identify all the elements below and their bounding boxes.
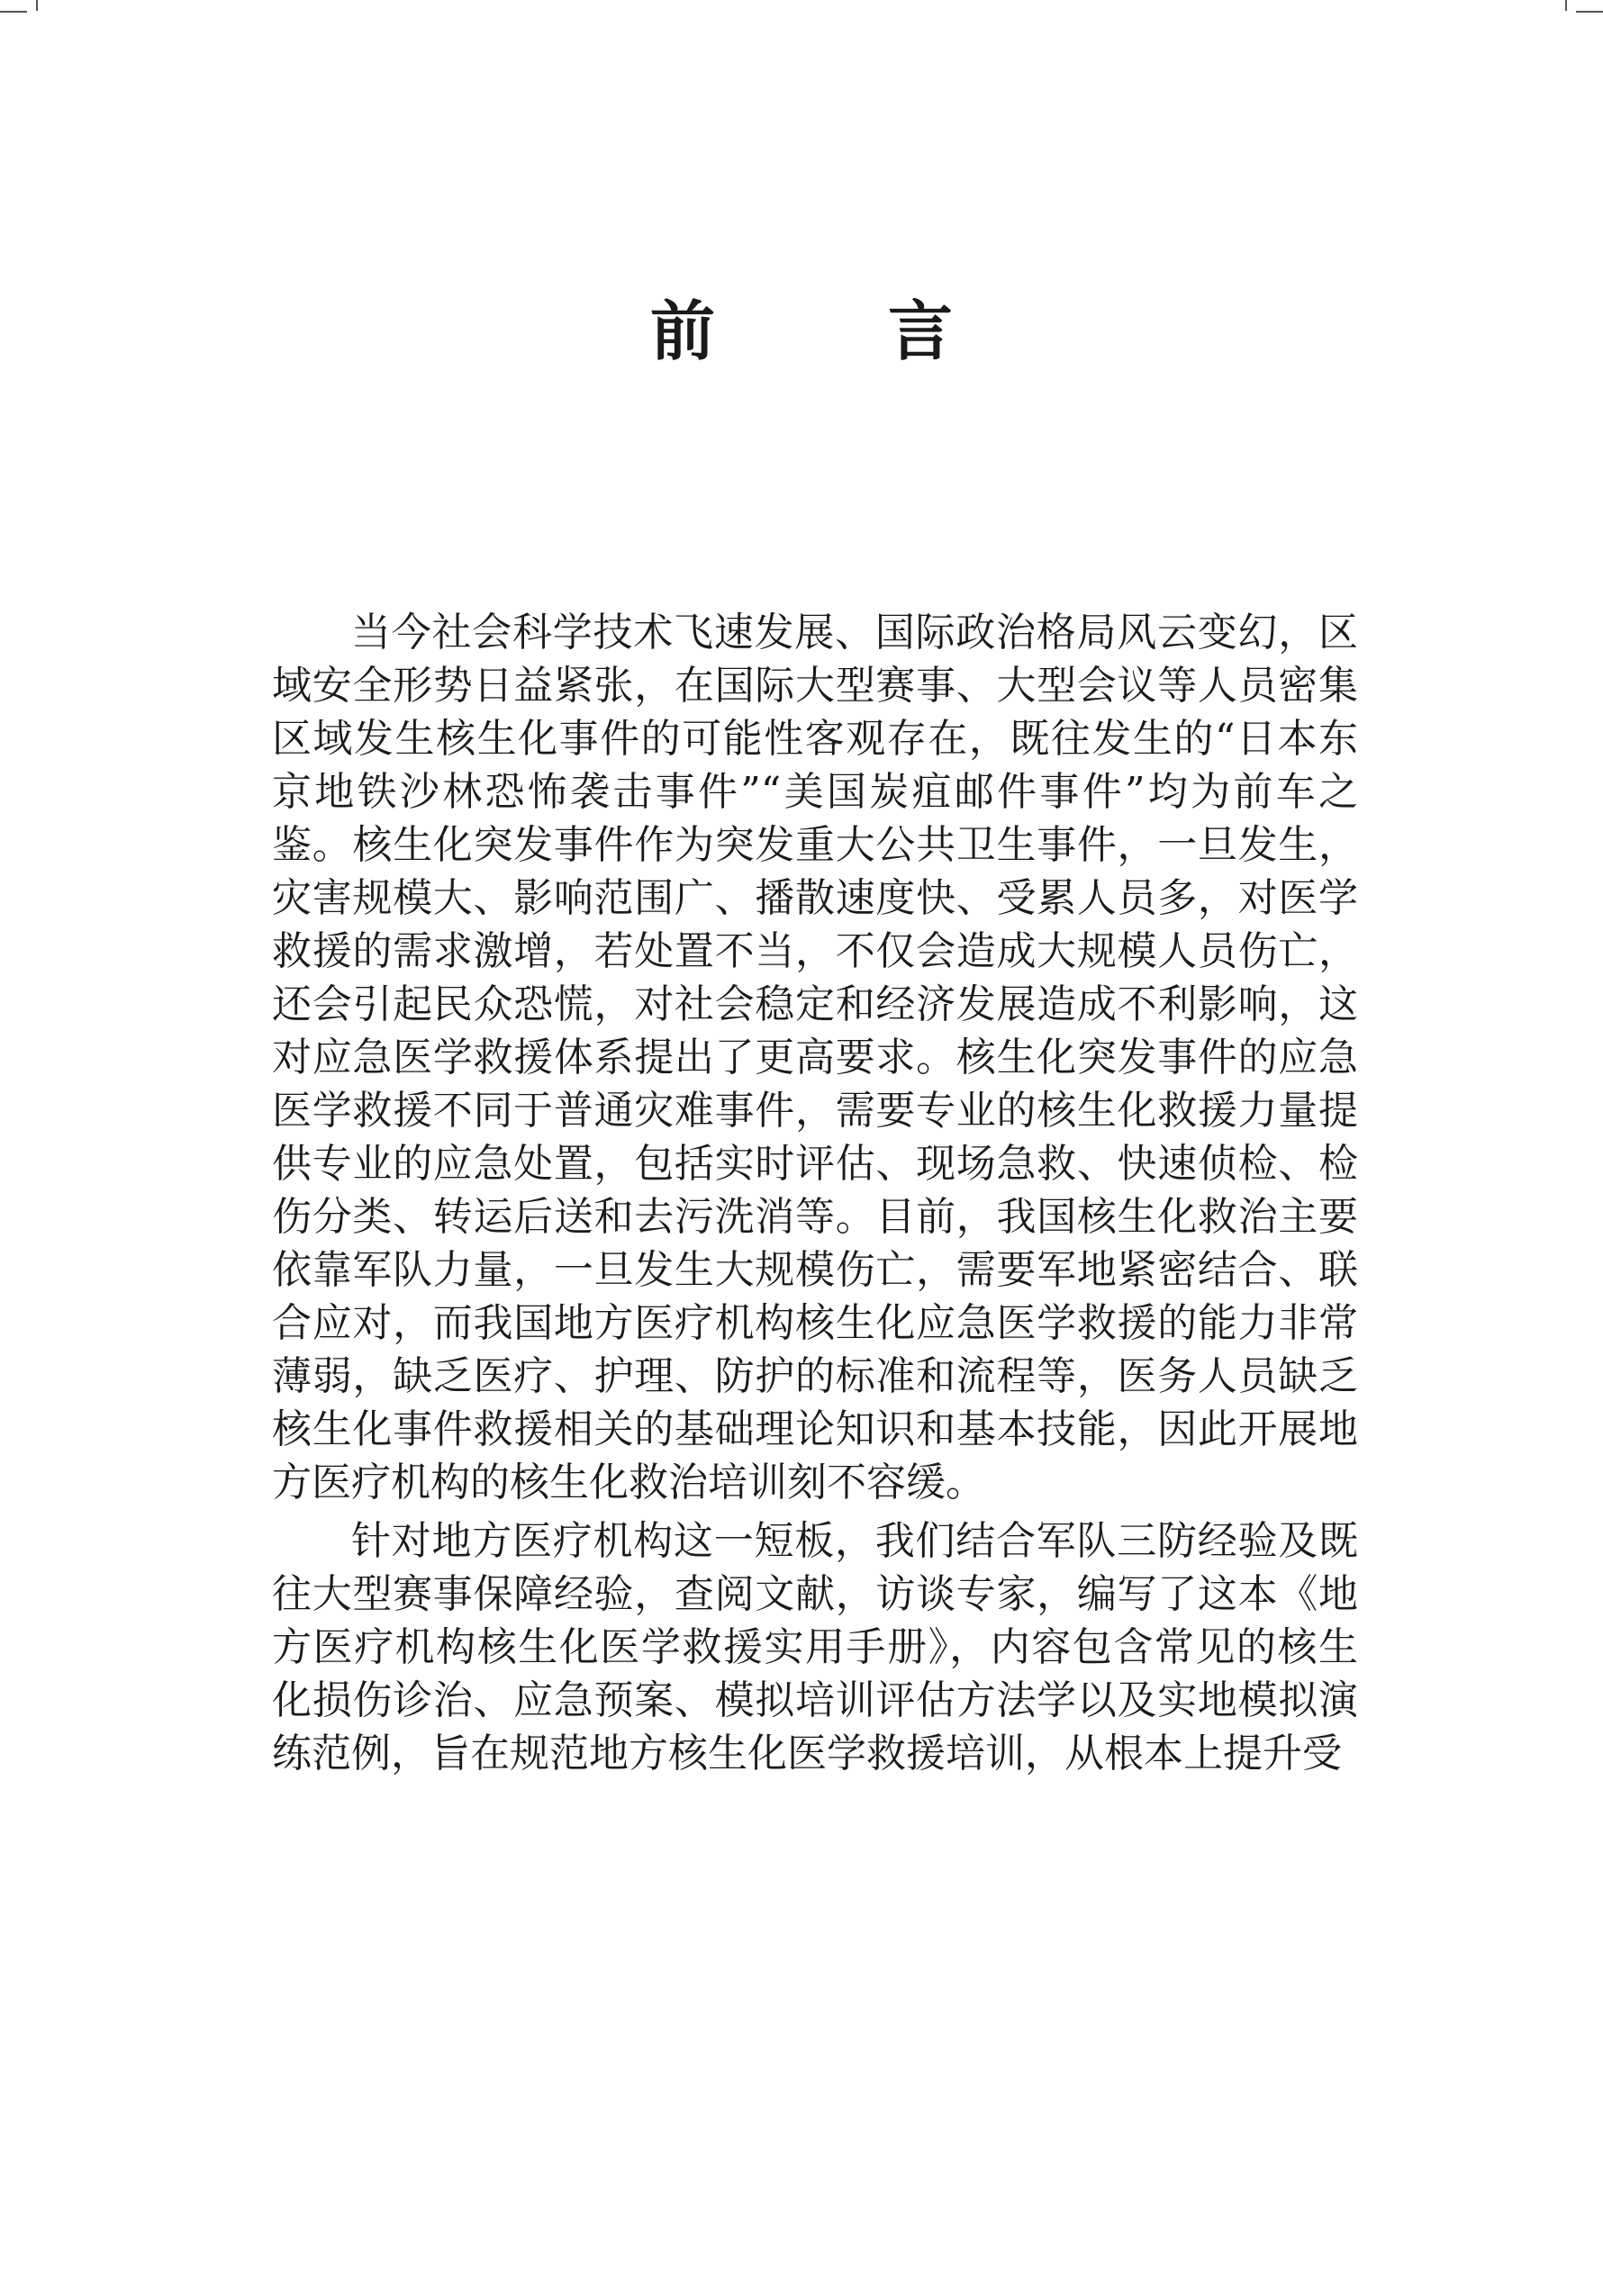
crop-line-top-left	[0, 11, 27, 13]
paragraph-2: 针对地方医疗机构这一短板，我们结合军队三防经验及既往大型赛事保障经验，查阅文献，访谈专家，编写了这本《地方医疗机构核生化医学救援实用手册》，内容包含常见的核生化损伤诊治、应急预案、模拟培训评估方法学以及实地模拟演练范例，旨在规范地方核生化医学救援培训，从根本上提升受	[272, 1518, 1358, 1776]
paragraph-1: 当今社会科学技术飞速发展、国际政治格局风云变幻，区域安全形势日益紧张，在国际大型赛事、大型会议等人员密集区域发生核生化事件的可能性客观存在，既往发生的“日本东京地铁沙林恐怖袭击事件”“美国炭疽邮件事件”均为前车之鉴。核生化突发事件作为突发重大公共卫生事件，一旦发生，灾害规模大、影响范围广、播散速度快、受累人员多，对医学救援的需求激增，若处置不当，不仅会造成大规模人员伤亡，还会引起民众恐慌，对社会稳定和经济发展造成不利影响，这对应急医学救援体系提出了更高要求。核生化突发事件的应急医学救援不同于普通灾难事件，需要专业的核生化救援力量提供专业的应急处置，包括实时评估、现场急救、快速侦检、检伤分类、转运后送和去污洗消等。目前，我国核生化救治主要依靠军队力量，一旦发生大规模伤亡，需要军地紧密结合、联合应对，而我国地方医疗机构核生化应急医学救援的能力非常薄弱，缺乏医疗、护理、防护的标准和流程等，医务人员缺乏核生化事件救援相关的基础理论知识和基本技能，因此开展地方医疗机构的核生化救治培训刻不容缓。	[272, 610, 1358, 1505]
body-text	[272, 606, 1358, 1785]
crop-mark-top-right	[1565, 0, 1603, 11]
crop-line-top-right	[1576, 11, 1603, 13]
page-title: 前 言	[649, 294, 1007, 369]
crop-mark-top-left	[0, 0, 38, 11]
